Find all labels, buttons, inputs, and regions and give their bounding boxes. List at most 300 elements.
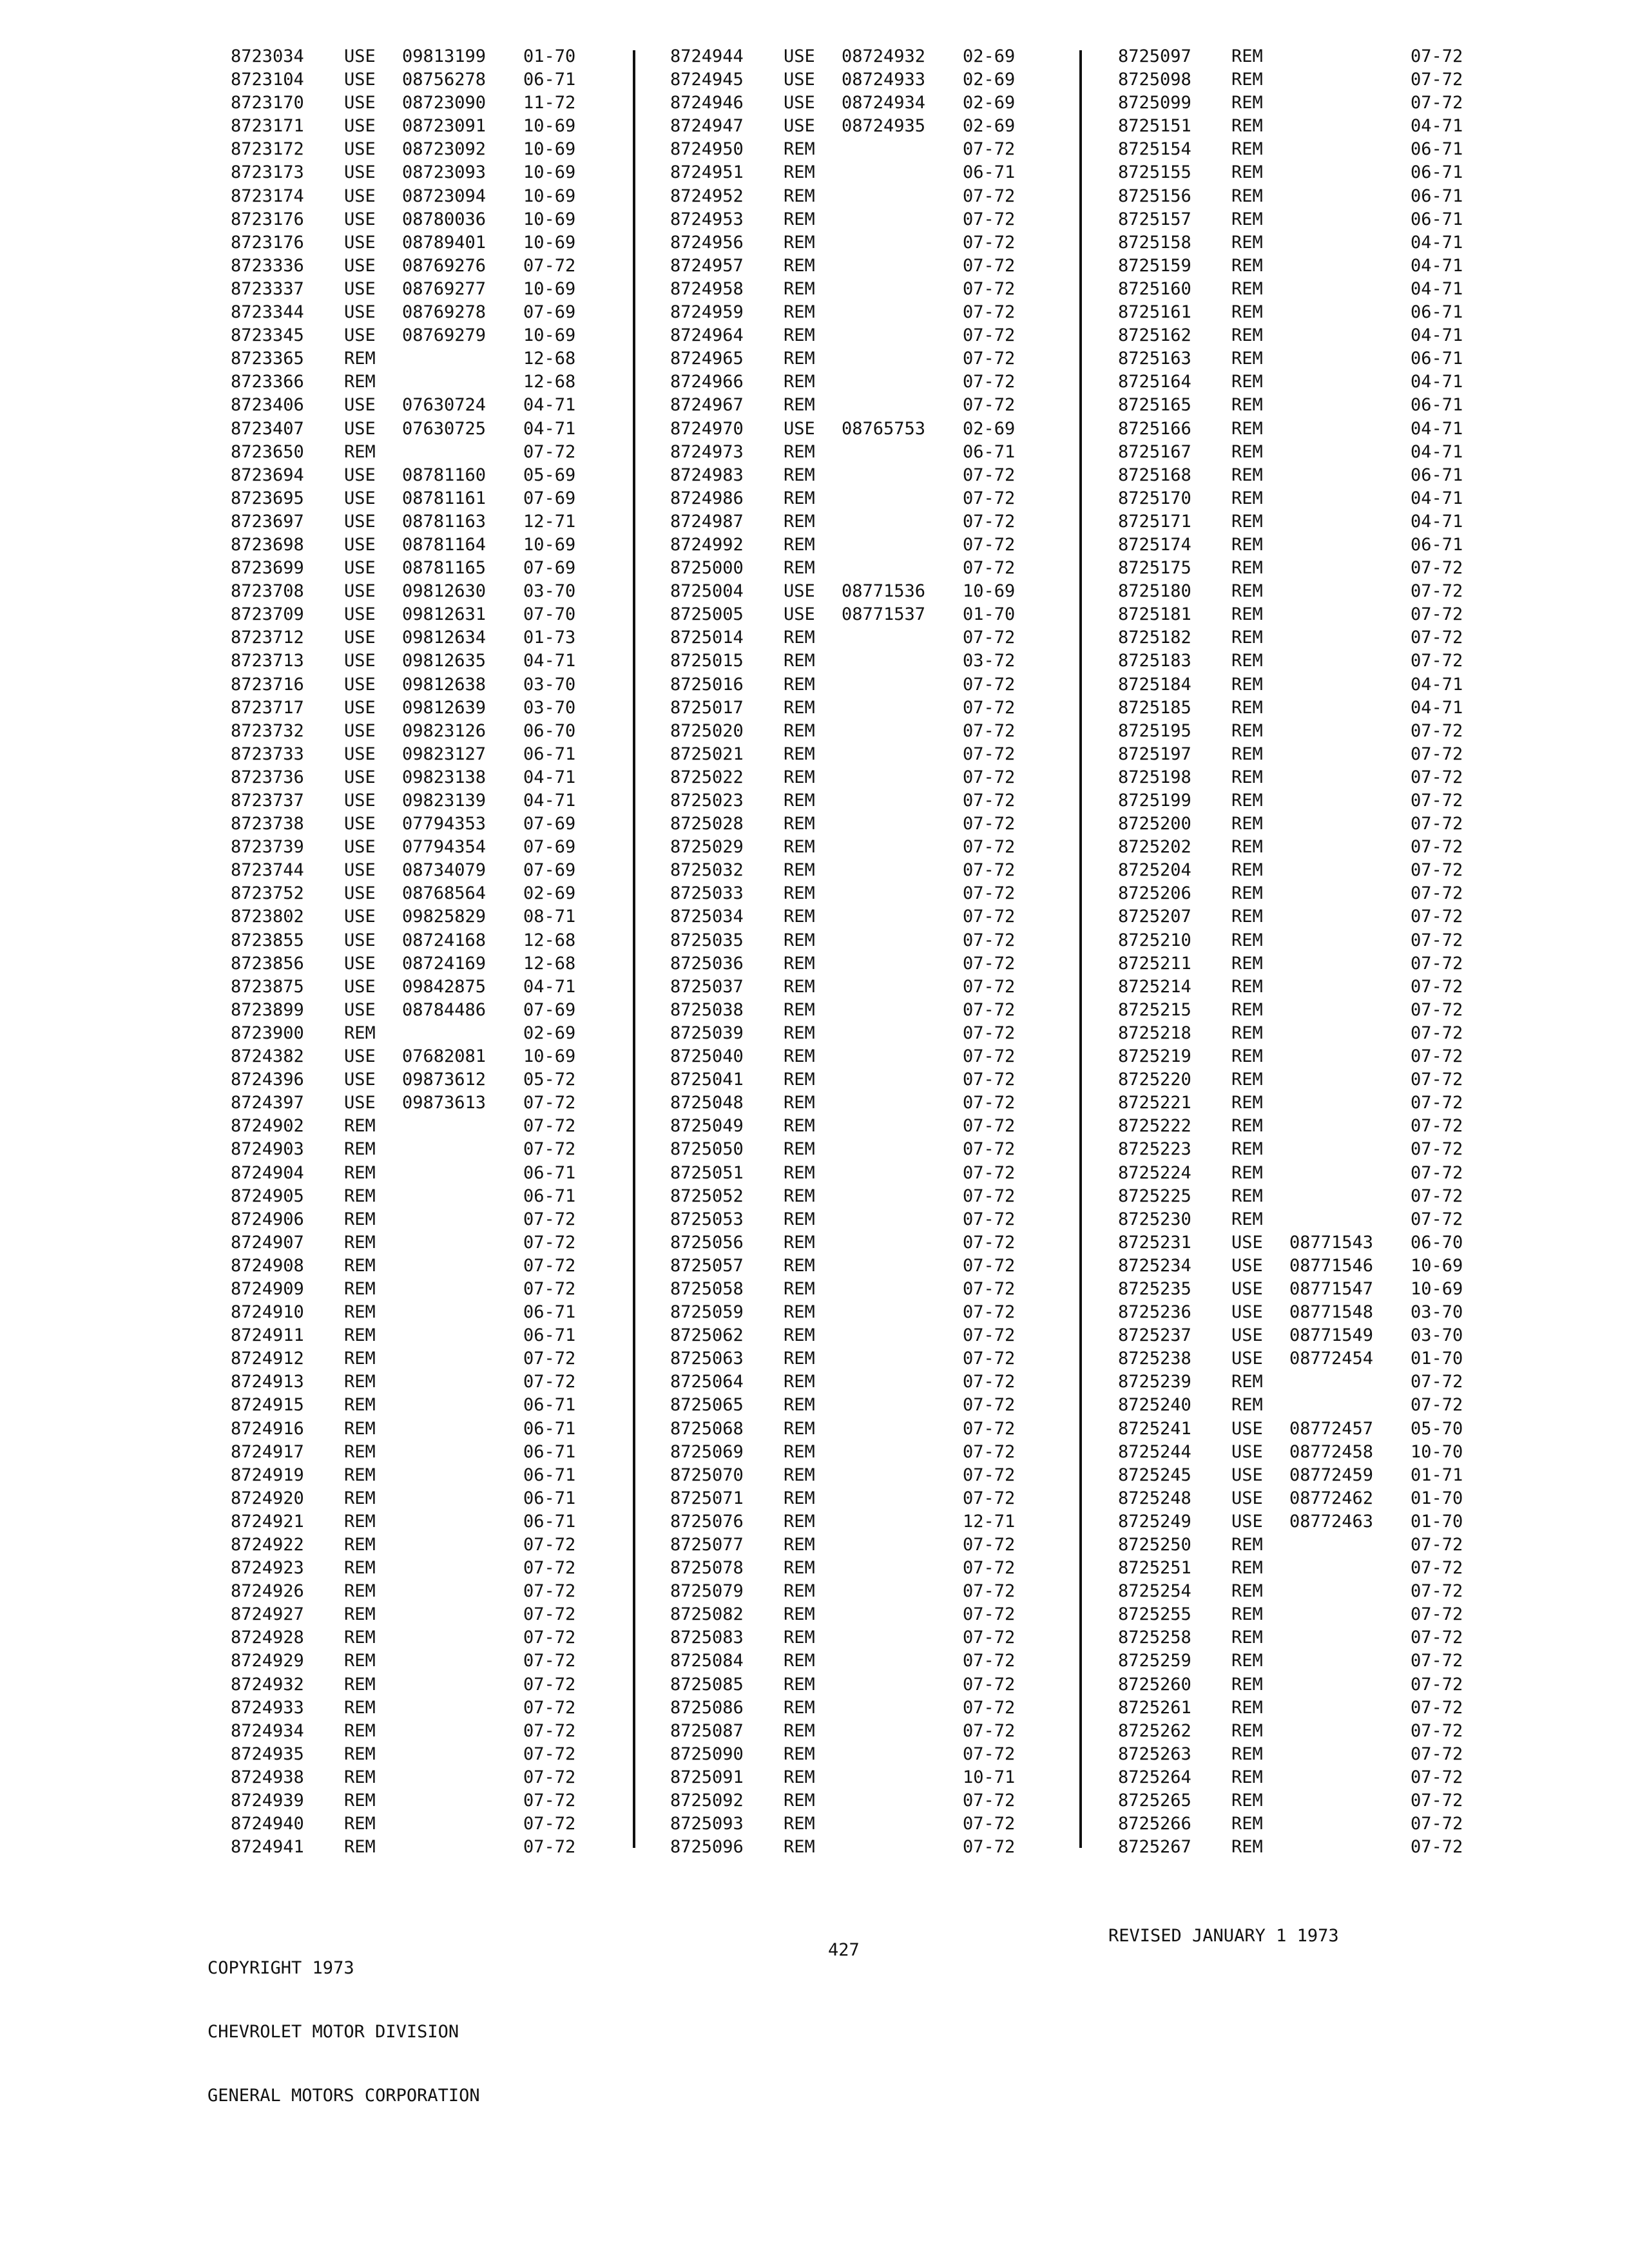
action-code: REM: [1231, 441, 1263, 462]
effective-date: 07-72: [963, 1093, 1016, 1113]
part-number: 8723899: [231, 999, 304, 1020]
table-row: [670, 394, 1027, 417]
effective-date: 04-71: [523, 767, 576, 787]
action-code: USE: [784, 418, 815, 439]
table-row: [1118, 1091, 1475, 1115]
table-row: [670, 1418, 1027, 1441]
part-number: 8725230: [1118, 1209, 1191, 1229]
effective-date: 04-71: [1411, 488, 1463, 508]
table-row: [1118, 370, 1475, 394]
effective-date: 07-72: [963, 767, 1016, 787]
table-row: [231, 370, 588, 394]
effective-date: 04-71: [1411, 255, 1463, 276]
part-number: 8725221: [1118, 1093, 1191, 1113]
part-number: 8725175: [1118, 558, 1191, 579]
table-row: [670, 1278, 1027, 1301]
part-number: 8725238: [1118, 1349, 1191, 1369]
table-row: [1118, 1278, 1475, 1301]
action-code: REM: [1231, 883, 1263, 904]
table-row: [670, 1580, 1027, 1603]
replacement-part-number: 09825829: [402, 907, 487, 927]
table-row: [1118, 1347, 1475, 1370]
part-number: 8723170: [231, 93, 304, 113]
effective-date: 07-72: [963, 1720, 1016, 1741]
effective-date: 10-69: [523, 186, 576, 206]
effective-date: 07-72: [523, 1093, 576, 1113]
effective-date: 12-71: [523, 511, 576, 532]
action-code: REM: [344, 1278, 376, 1299]
effective-date: 07-72: [1411, 1651, 1463, 1671]
effective-date: 07-72: [523, 1139, 576, 1160]
table-row: [231, 649, 588, 673]
table-row: [231, 1673, 588, 1696]
part-number: 8725163: [1118, 349, 1191, 369]
effective-date: 06-71: [523, 1325, 576, 1346]
part-number: 8723736: [231, 767, 304, 787]
part-number: 8725063: [670, 1349, 744, 1369]
action-code: REM: [784, 534, 815, 555]
effective-date: 07-72: [523, 1558, 576, 1579]
part-number: 8725029: [670, 837, 744, 858]
table-row: [231, 418, 588, 441]
action-code: REM: [1231, 1581, 1263, 1602]
table-row: [1118, 68, 1475, 91]
table-row: [231, 1464, 588, 1487]
table-row: [1118, 418, 1475, 441]
column-divider: [633, 50, 635, 1848]
effective-date: 06-71: [523, 1511, 576, 1532]
part-number: 8723855: [231, 930, 304, 950]
part-number: 8724927: [231, 1604, 304, 1625]
part-number: 8725267: [1118, 1837, 1191, 1858]
part-number: 8725064: [670, 1372, 744, 1392]
effective-date: 07-72: [963, 1186, 1016, 1206]
table-row: [1118, 1068, 1475, 1091]
part-number: 8725096: [670, 1837, 744, 1858]
table-row: [670, 1557, 1027, 1580]
replacement-part-number: 08772462: [1289, 1488, 1374, 1508]
table-row: [670, 185, 1027, 208]
effective-date: 07-72: [523, 1604, 576, 1625]
effective-date: 07-72: [963, 720, 1016, 741]
table-row: [670, 812, 1027, 836]
part-number: 8725254: [1118, 1581, 1191, 1602]
effective-date: 10-69: [523, 325, 576, 346]
effective-date: 07-72: [963, 1535, 1016, 1555]
part-number: 8725028: [670, 814, 744, 834]
action-code: REM: [784, 511, 815, 532]
table-row: [231, 952, 588, 975]
effective-date: 07-72: [523, 1232, 576, 1253]
part-number: 8725249: [1118, 1511, 1191, 1532]
replacement-part-number: 08772463: [1289, 1511, 1374, 1532]
effective-date: 07-72: [963, 1558, 1016, 1579]
effective-date: 07-72: [963, 628, 1016, 648]
effective-date: 04-71: [1411, 232, 1463, 253]
effective-date: 04-71: [523, 395, 576, 416]
part-number: 8724910: [231, 1302, 304, 1323]
table-row: [231, 278, 588, 301]
action-code: REM: [1231, 1697, 1263, 1718]
table-row: [1118, 1649, 1475, 1673]
action-code: REM: [784, 628, 815, 648]
part-number: 8725210: [1118, 930, 1191, 950]
part-number: 8725021: [670, 744, 744, 764]
action-code: REM: [344, 1116, 376, 1137]
table-row: [670, 929, 1027, 952]
effective-date: 07-72: [963, 814, 1016, 834]
part-number: 8723900: [231, 1023, 304, 1043]
effective-date: 07-72: [1411, 1186, 1463, 1206]
effective-date: 07-72: [963, 1604, 1016, 1625]
table-row: [670, 1789, 1027, 1812]
part-number: 8724912: [231, 1349, 304, 1369]
effective-date: 07-72: [963, 1046, 1016, 1067]
table-row: [670, 208, 1027, 231]
table-row: [231, 626, 588, 649]
action-code: USE: [344, 628, 376, 648]
action-code: REM: [1231, 511, 1263, 532]
action-code: REM: [784, 1744, 815, 1764]
table-row: [231, 1766, 588, 1789]
table-row: [1118, 975, 1475, 999]
replacement-part-number: 08771543: [1289, 1232, 1374, 1253]
effective-date: 10-69: [523, 232, 576, 253]
effective-date: 07-72: [963, 349, 1016, 369]
action-code: REM: [344, 1837, 376, 1858]
part-number: 8725039: [670, 1023, 744, 1043]
table-row: [670, 161, 1027, 184]
table-row: [1118, 557, 1475, 580]
table-row: [1118, 952, 1475, 975]
effective-date: 07-72: [1411, 1558, 1463, 1579]
table-row: [231, 1208, 588, 1231]
action-code: REM: [784, 1046, 815, 1067]
action-code: REM: [1231, 534, 1263, 555]
action-code: REM: [784, 1139, 815, 1160]
table-row: [1118, 1836, 1475, 1859]
effective-date: 07-72: [523, 1535, 576, 1555]
action-code: REM: [1231, 116, 1263, 137]
action-code: REM: [344, 1325, 376, 1346]
part-number: 8725005: [670, 604, 744, 625]
effective-date: 07-72: [963, 209, 1016, 229]
effective-date: 06-71: [1411, 186, 1463, 206]
table-row: [1118, 464, 1475, 487]
part-number: 8724932: [231, 1674, 304, 1695]
table-row: [231, 487, 588, 510]
action-code: REM: [1231, 186, 1263, 206]
replacement-part-number: 08723091: [402, 116, 487, 137]
table-row: [1118, 1301, 1475, 1324]
action-code: REM: [784, 674, 815, 695]
action-code: REM: [1231, 791, 1263, 811]
effective-date: 06-71: [1411, 534, 1463, 555]
action-code: REM: [784, 1697, 815, 1718]
action-code: REM: [1231, 1139, 1263, 1160]
table-row: [670, 1301, 1027, 1324]
table-row: [670, 1091, 1027, 1115]
part-number: 8724986: [670, 488, 744, 508]
table-row: [670, 882, 1027, 905]
action-code: REM: [784, 720, 815, 741]
action-code: USE: [344, 976, 376, 997]
part-number: 8725223: [1118, 1139, 1191, 1160]
action-code: USE: [344, 325, 376, 346]
replacement-part-number: 08769276: [402, 255, 487, 276]
action-code: REM: [1231, 46, 1263, 66]
action-code: REM: [784, 1581, 815, 1602]
part-number: 8723345: [231, 325, 304, 346]
part-number: 8725204: [1118, 860, 1191, 881]
action-code: REM: [784, 1395, 815, 1416]
part-number: 8725261: [1118, 1697, 1191, 1718]
effective-date: 07-72: [1411, 1093, 1463, 1113]
table-row: [670, 510, 1027, 533]
action-code: REM: [1231, 697, 1263, 718]
table-row: [670, 1766, 1027, 1789]
action-code: REM: [784, 1325, 815, 1346]
action-code: USE: [784, 581, 815, 602]
replacement-part-number: 08784486: [402, 999, 487, 1020]
table-row: [231, 603, 588, 626]
effective-date: 10-69: [1411, 1278, 1463, 1299]
part-number: 8724904: [231, 1162, 304, 1183]
part-number: 8724956: [670, 232, 744, 253]
part-number: 8723176: [231, 209, 304, 229]
action-code: REM: [784, 1093, 815, 1113]
replacement-part-number: 08724168: [402, 930, 487, 950]
part-number: 8725182: [1118, 628, 1191, 648]
effective-date: 07-72: [523, 1814, 576, 1834]
effective-date: 07-72: [523, 1744, 576, 1764]
effective-date: 07-72: [1411, 1604, 1463, 1625]
table-row: [1118, 161, 1475, 184]
table-row: [670, 1441, 1027, 1464]
part-number: 8723336: [231, 255, 304, 276]
replacement-part-number: 09812639: [402, 697, 487, 718]
action-code: REM: [1231, 930, 1263, 950]
action-code: USE: [344, 860, 376, 881]
effective-date: 07-72: [963, 534, 1016, 555]
table-row: [1118, 1022, 1475, 1045]
effective-date: 04-71: [1411, 116, 1463, 137]
table-row: [231, 68, 588, 91]
effective-date: 07-72: [1411, 1046, 1463, 1067]
action-code: REM: [1231, 674, 1263, 695]
effective-date: 10-69: [523, 534, 576, 555]
table-row: [670, 68, 1027, 91]
part-number: 8725154: [1118, 139, 1191, 160]
replacement-part-number: 08771537: [842, 604, 926, 625]
table-row: [1118, 1673, 1475, 1696]
table-row: [231, 1045, 588, 1068]
effective-date: 07-69: [523, 837, 576, 858]
replacement-part-number: 08723090: [402, 93, 487, 113]
action-code: USE: [1231, 1488, 1263, 1508]
action-code: REM: [784, 325, 815, 346]
action-code: USE: [344, 953, 376, 974]
table-row: [231, 1580, 588, 1603]
action-code: REM: [784, 1674, 815, 1695]
effective-date: 06-71: [523, 1395, 576, 1416]
effective-date: 07-72: [963, 488, 1016, 508]
table-row: [670, 580, 1027, 603]
action-code: REM: [784, 1278, 815, 1299]
effective-date: 07-72: [523, 441, 576, 462]
replacement-part-number: 08768564: [402, 883, 487, 904]
effective-date: 07-72: [963, 186, 1016, 206]
replacement-part-number: 09812638: [402, 674, 487, 695]
part-number: 8723698: [231, 534, 304, 555]
effective-date: 01-70: [963, 604, 1016, 625]
effective-date: 07-72: [963, 1162, 1016, 1183]
action-code: REM: [344, 1372, 376, 1392]
action-code: USE: [344, 1046, 376, 1067]
part-number: 8725167: [1118, 441, 1191, 462]
action-code: REM: [784, 395, 815, 416]
effective-date: 07-72: [963, 139, 1016, 160]
action-code: REM: [344, 1651, 376, 1671]
action-code: USE: [344, 232, 376, 253]
table-row: [1118, 115, 1475, 138]
action-code: REM: [1231, 1395, 1263, 1416]
replacement-part-number: 08769277: [402, 278, 487, 299]
effective-date: 07-72: [1411, 999, 1463, 1020]
effective-date: 07-72: [963, 674, 1016, 695]
table-row: [670, 557, 1027, 580]
effective-date: 07-72: [963, 907, 1016, 927]
effective-date: 07-72: [1411, 744, 1463, 764]
part-number: 8723752: [231, 883, 304, 904]
part-number: 8725069: [670, 1441, 744, 1462]
effective-date: 05-72: [523, 1070, 576, 1090]
action-code: REM: [1231, 278, 1263, 299]
action-code: REM: [784, 1372, 815, 1392]
part-number: 8725084: [670, 1651, 744, 1671]
table-row: [231, 1301, 588, 1324]
part-number: 8724945: [670, 70, 744, 90]
effective-date: 07-72: [1411, 1814, 1463, 1834]
effective-date: 07-72: [963, 1255, 1016, 1276]
table-row: [1118, 1254, 1475, 1278]
effective-date: 07-72: [963, 1302, 1016, 1323]
table-row: [231, 1091, 588, 1115]
effective-date: 07-72: [1411, 1674, 1463, 1695]
table-row: [1118, 347, 1475, 370]
replacement-part-number: 08772459: [1289, 1465, 1374, 1485]
part-number: 8724957: [670, 255, 744, 276]
table-row: [231, 1138, 588, 1161]
action-code: USE: [1231, 1255, 1263, 1276]
replacement-part-number: 08723094: [402, 186, 487, 206]
part-number: 8725263: [1118, 1744, 1191, 1764]
part-number: 8725004: [670, 581, 744, 602]
part-number: 8725037: [670, 976, 744, 997]
table-row: [231, 1696, 588, 1720]
action-code: REM: [1231, 302, 1263, 323]
part-number: 8724958: [670, 278, 744, 299]
part-number: 8725049: [670, 1116, 744, 1137]
effective-date: 07-72: [963, 372, 1016, 392]
effective-date: 07-72: [1411, 814, 1463, 834]
part-number: 8724907: [231, 1232, 304, 1253]
effective-date: 07-72: [963, 1349, 1016, 1369]
action-code: REM: [1231, 1814, 1263, 1834]
effective-date: 07-72: [1411, 628, 1463, 648]
table-row: [670, 1720, 1027, 1743]
action-code: USE: [344, 162, 376, 183]
effective-date: 07-72: [523, 1767, 576, 1787]
part-number: 8723717: [231, 697, 304, 718]
table-row: [670, 859, 1027, 882]
effective-date: 06-71: [523, 1488, 576, 1508]
table-row: [1118, 812, 1475, 836]
action-code: REM: [1231, 744, 1263, 764]
part-number: 8724967: [670, 395, 744, 416]
effective-date: 03-70: [1411, 1302, 1463, 1323]
action-code: REM: [1231, 1186, 1263, 1206]
table-row: [670, 1696, 1027, 1720]
part-number: 8725082: [670, 1604, 744, 1625]
effective-date: 07-72: [1411, 1070, 1463, 1090]
effective-date: 07-72: [1411, 1720, 1463, 1741]
action-code: USE: [1231, 1465, 1263, 1485]
effective-date: 07-72: [1411, 1744, 1463, 1764]
effective-date: 07-72: [963, 395, 1016, 416]
replacement-part-number: 08723092: [402, 139, 487, 160]
effective-date: 06-71: [1411, 465, 1463, 485]
part-number: 8724921: [231, 1511, 304, 1532]
action-code: REM: [1231, 953, 1263, 974]
revised-date: REVISED JANUARY 1 1973: [1108, 1926, 1339, 1946]
action-code: REM: [784, 883, 815, 904]
part-number: 8724946: [670, 93, 744, 113]
effective-date: 07-72: [963, 1325, 1016, 1346]
action-code: REM: [1231, 139, 1263, 160]
table-row: [1118, 1441, 1475, 1464]
effective-date: 01-70: [523, 46, 576, 66]
effective-date: 07-72: [963, 558, 1016, 579]
effective-date: 02-69: [523, 1023, 576, 1043]
table-row: [670, 1626, 1027, 1649]
effective-date: 07-72: [963, 837, 1016, 858]
effective-date: 10-69: [523, 139, 576, 160]
effective-date: 07-72: [523, 1651, 576, 1671]
effective-date: 07-72: [1411, 1139, 1463, 1160]
table-row: [1118, 510, 1475, 533]
table-row: [670, 1533, 1027, 1557]
replacement-part-number: 07630724: [402, 395, 487, 416]
effective-date: 07-72: [963, 1791, 1016, 1811]
effective-date: 07-72: [963, 1395, 1016, 1416]
table-row: [1118, 697, 1475, 720]
table-row: [670, 231, 1027, 255]
table-row: [1118, 766, 1475, 789]
table-row: [1118, 1208, 1475, 1231]
action-code: USE: [344, 488, 376, 508]
parts-column-2: [670, 45, 1027, 1859]
part-number: 8723713: [231, 651, 304, 671]
action-code: REM: [784, 837, 815, 858]
effective-date: 07-72: [1411, 1023, 1463, 1043]
table-row: [1118, 1789, 1475, 1812]
action-code: REM: [344, 1535, 376, 1555]
part-number: 8725171: [1118, 511, 1191, 532]
part-number: 8725185: [1118, 697, 1191, 718]
effective-date: 07-72: [1411, 953, 1463, 974]
table-row: [231, 882, 588, 905]
